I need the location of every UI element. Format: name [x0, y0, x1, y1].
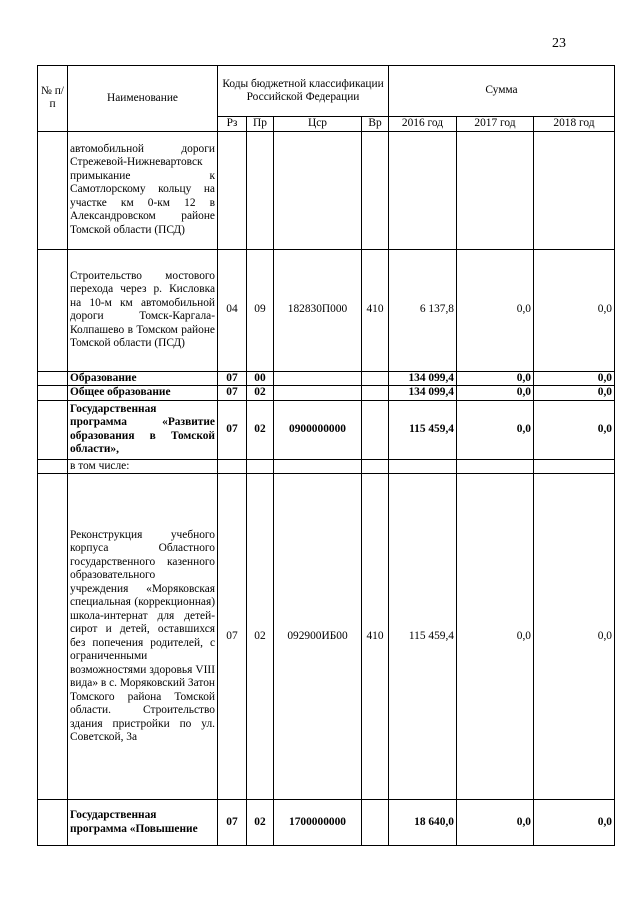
table-row [38, 400, 615, 459]
col-header-pr: Пр [247, 117, 274, 132]
col-header-2016: 2016 год [389, 117, 457, 132]
row-csr: 1700000000 [274, 800, 362, 846]
row-name: автомобильной дороги Стрежевой-Нижневартовск примыкание к Самотлорскому кольцу на участке км 0-км 12 в Александровском районе Томской области (ПСД) [68, 131, 218, 249]
row-sum-2016: 115 459,4 [389, 400, 457, 459]
row-sum-2018: 0,0 [534, 474, 615, 800]
row-pr: 02 [247, 474, 274, 800]
table-row [38, 371, 615, 386]
row-sum-2017: 0,0 [457, 474, 534, 800]
row-csr: 0900000000 [274, 400, 362, 459]
table-row [38, 459, 615, 474]
row-rz: 07 [218, 371, 247, 386]
row-name: Общее образование [68, 386, 218, 401]
row-name: Реконструкция учебного корпуса Областного государственного казенного образовательного учреждения «Моряковская специальная (коррекционная) школа-интернат для детей-сирот и детей, оставшихся без попечения родителей, с ограниченными возможностями здоровья VIII вида» в с. Моряковский Затон Томского района Томской области. Строительство здания пристройки по ул. Советской, 3а [68, 474, 218, 800]
row-sum-2016: 134 099,4 [389, 386, 457, 401]
row-sum-2017: 0,0 [457, 800, 534, 846]
row-rz: 04 [218, 249, 247, 371]
row-vr [362, 400, 389, 459]
row-csr [274, 386, 362, 401]
row-csr: 182830П000 [274, 249, 362, 371]
row-vr [362, 386, 389, 401]
col-header-2018: 2018 год [534, 117, 615, 132]
page-number: 23 [552, 36, 566, 51]
row-sum-2017: 0,0 [457, 386, 534, 401]
row-name: Государственная программа «Повышение [68, 800, 218, 846]
row-rz: 07 [218, 474, 247, 800]
col-header-2017: 2017 год [457, 117, 534, 132]
row-name: Образование [68, 371, 218, 386]
row-sum-2017: 0,0 [457, 249, 534, 371]
table-row [38, 474, 615, 800]
row-vr: 410 [362, 474, 389, 800]
row-csr: 092900ИБ00 [274, 474, 362, 800]
row-pr: 02 [247, 386, 274, 401]
row-vr [362, 371, 389, 386]
table-row [38, 131, 615, 249]
col-header-codes: Коды бюджетной классификации Российской Федерации [218, 66, 389, 117]
row-pr: 09 [247, 249, 274, 371]
col-header-num: № п/п [38, 66, 68, 132]
row-sum-2018: 0,0 [534, 371, 615, 386]
table-row [38, 800, 615, 846]
row-pr: 02 [247, 400, 274, 459]
row-rz: 07 [218, 800, 247, 846]
row-sum-2016: 18 640,0 [389, 800, 457, 846]
row-name: Государственная программа «Развитие образования в Томской области», [68, 400, 218, 459]
budget-table [37, 65, 615, 846]
row-sum-2018: 0,0 [534, 400, 615, 459]
row-sum-2017: 0,0 [457, 371, 534, 386]
row-vr [362, 800, 389, 846]
col-header-csr: Цср [274, 117, 362, 132]
row-name: Строительство мостового перехода через р. Кисловка на 10-м км автомобильной дороги Томск-Каргала-Колпашево в Томском районе Томской области (ПСД) [68, 249, 218, 371]
row-pr: 00 [247, 371, 274, 386]
table-row [38, 249, 615, 371]
row-sum-2016: 6 137,8 [389, 249, 457, 371]
row-sum-2018: 0,0 [534, 800, 615, 846]
row-sum-2018: 0,0 [534, 249, 615, 371]
row-csr [274, 371, 362, 386]
header-row-1 [38, 66, 615, 117]
row-sum-2018: 0,0 [534, 386, 615, 401]
row-sum-2016: 134 099,4 [389, 371, 457, 386]
row-rz: 07 [218, 400, 247, 459]
col-header-vr: Вр [362, 117, 389, 132]
col-header-rz: Рз [218, 117, 247, 132]
row-vr: 410 [362, 249, 389, 371]
table-row [38, 386, 615, 401]
row-sum-2016: 115 459,4 [389, 474, 457, 800]
row-sum-2017: 0,0 [457, 400, 534, 459]
row-name: в том числе: [68, 459, 218, 474]
col-header-name: Наименование [68, 66, 218, 132]
row-pr: 02 [247, 800, 274, 846]
col-header-sum: Сумма [389, 66, 615, 117]
row-rz: 07 [218, 386, 247, 401]
